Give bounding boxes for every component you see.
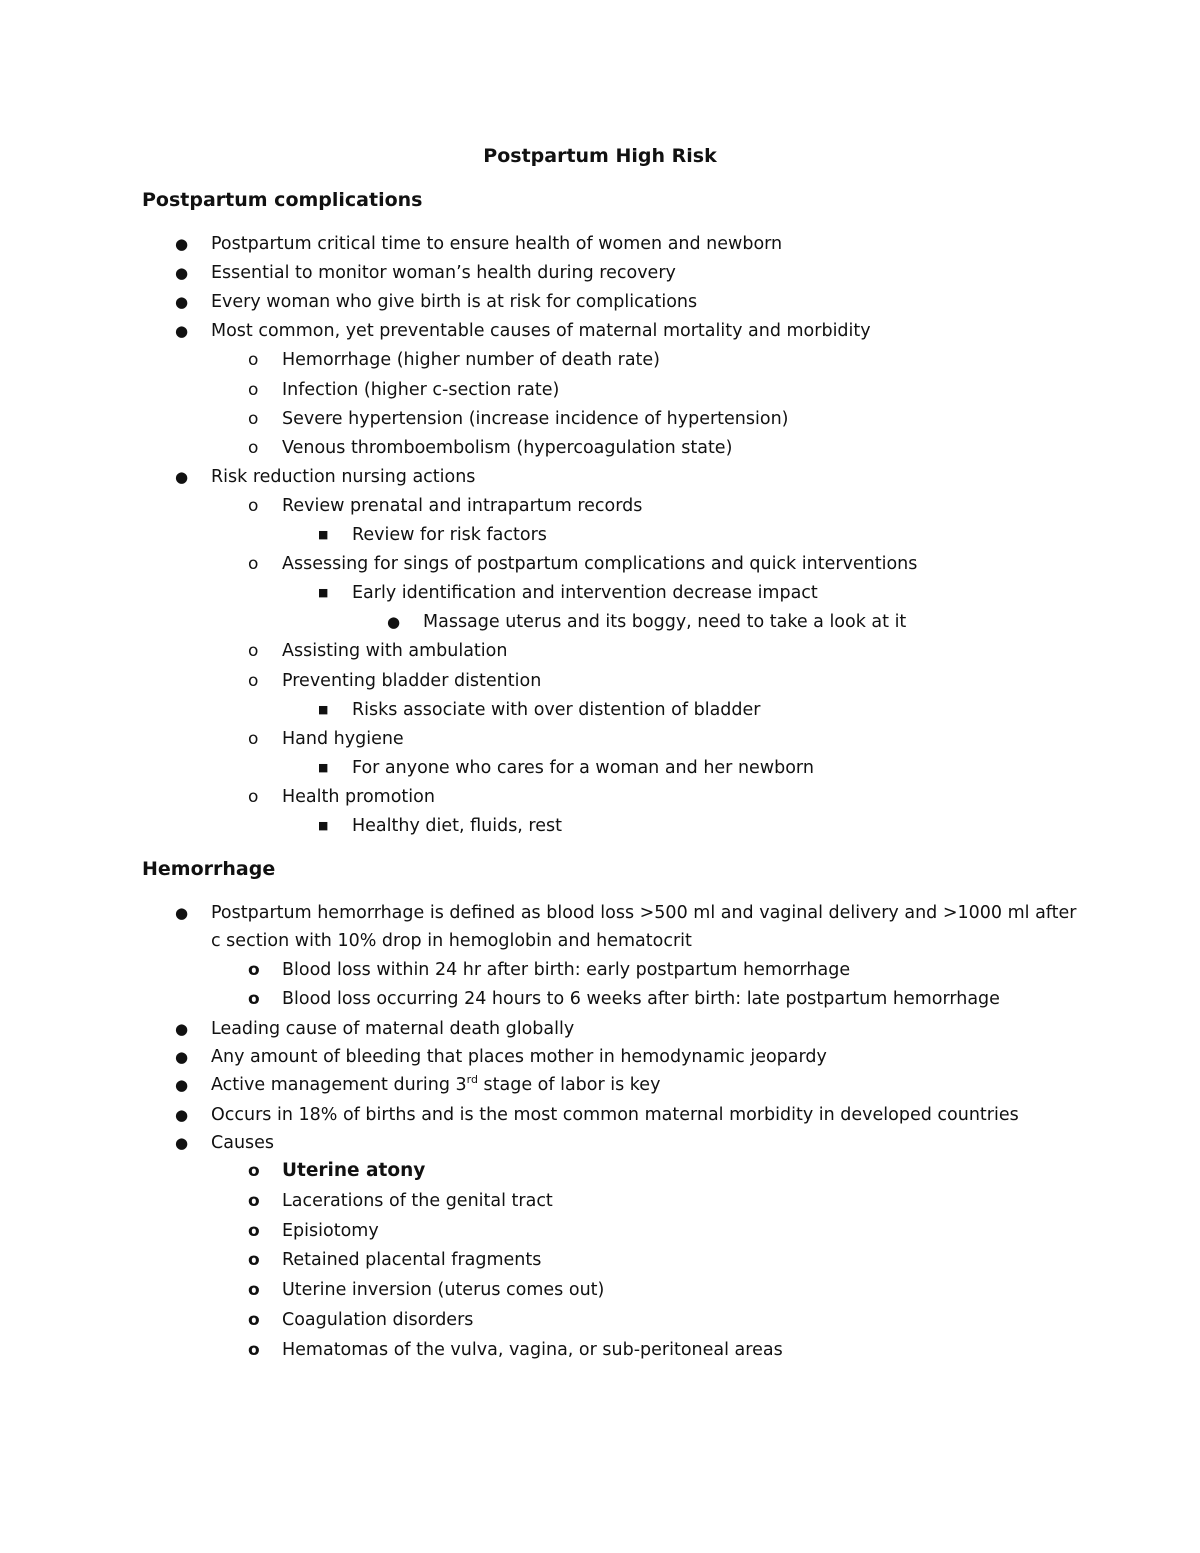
list-item-text: Infection (higher c-section rate) [282, 380, 560, 400]
list-item-text: Massage uterus and its boggy, need to take a look at it [423, 612, 907, 632]
bullet-marker: o [248, 1221, 260, 1241]
bullet-marker: ● [175, 468, 189, 486]
bullet-marker: ● [175, 1020, 189, 1038]
list-item-text: Essential to monitor woman’s health during recovery [211, 263, 676, 283]
bullet-marker: o [248, 1161, 260, 1181]
bullet-marker: o [248, 641, 259, 661]
bullet-marker: o [248, 350, 259, 370]
list-item-text: Venous thromboembolism (hypercoagulation state) [282, 438, 733, 458]
bullet-marker: o [248, 1191, 260, 1211]
bullet-marker: o [248, 496, 259, 516]
bullet-marker: o [248, 1310, 260, 1330]
bullet-marker: ● [387, 613, 401, 631]
list-item-text [211, 1072, 660, 1098]
bullet-marker: ● [175, 322, 189, 340]
bullet-marker: o [248, 671, 259, 691]
list-item-text: Hand hygiene [282, 729, 404, 749]
bullet-marker: ■ [318, 703, 329, 716]
bullet-marker: ● [175, 1134, 189, 1152]
bullet-marker: ● [175, 293, 189, 311]
list-item-text: Every woman who give birth is at risk for complications [211, 292, 698, 312]
list-item-text: Postpartum critical time to ensure health of women and newborn [211, 234, 783, 254]
list-item-text: Assisting with ambulation [282, 641, 508, 661]
cause-item-text: Hematomas of the vulva, vagina, or sub-peritoneal areas [282, 1340, 783, 1360]
bullet-marker: ■ [318, 586, 329, 599]
list-item-text: Causes [211, 1133, 275, 1153]
list-item-text: Leading cause of maternal death globally [211, 1019, 575, 1039]
bullet-marker: o [248, 729, 259, 749]
superscript: rd [466, 1073, 478, 1086]
bullet-marker: ● [175, 264, 189, 282]
cause-item-text: Uterine atony [282, 1160, 426, 1181]
bullet-marker: o [248, 989, 260, 1009]
cause-item-text: Uterine inversion (uterus comes out) [282, 1280, 605, 1300]
list-item-text: Risks associate with over distention of bladder [352, 700, 761, 720]
list-item-text: Review prenatal and intrapartum records [282, 496, 643, 516]
bullet-marker: ■ [318, 761, 329, 774]
list-item-text: Preventing bladder distention [282, 671, 542, 691]
list-item-text: Postpartum hemorrhage is defined as blood loss >500 ml and vaginal delivery and >1000 ml after [211, 903, 1077, 923]
text-fragment: stage of labor is key [477, 1075, 661, 1095]
bullet-marker: o [248, 787, 259, 807]
bullet-marker: o [248, 960, 260, 980]
list-item-text: Healthy diet, fluids, rest [352, 816, 562, 836]
bullet-marker: ● [175, 235, 189, 253]
document-title: Postpartum High Risk [483, 145, 717, 167]
section-heading-complications: Postpartum complications [142, 189, 423, 211]
bullet-marker: ● [175, 1106, 189, 1124]
text-fragment: Active management during 3 [211, 1075, 467, 1095]
list-item-text: Hemorrhage (higher number of death rate) [282, 350, 660, 370]
section-heading-hemorrhage: Hemorrhage [142, 858, 276, 880]
bullet-marker: ● [175, 904, 189, 922]
list-item-text: Any amount of bleeding that places mother in hemodynamic jeopardy [211, 1047, 827, 1067]
bullet-marker: o [248, 1250, 260, 1270]
bullet-marker: o [248, 438, 259, 458]
list-item-text: Assessing for sings of postpartum complications and quick interventions [282, 554, 918, 574]
bullet-marker: ● [175, 1076, 189, 1094]
bullet-marker: ■ [318, 819, 329, 832]
cause-item-text: Coagulation disorders [282, 1310, 474, 1330]
list-item-text-continued: c section with 10% drop in hemoglobin and hematocrit [211, 931, 692, 951]
bullet-marker: o [248, 380, 259, 400]
list-item-text: Review for risk factors [352, 525, 547, 545]
bullet-marker: o [248, 1340, 260, 1360]
cause-item-text: Episiotomy [282, 1221, 379, 1241]
bullet-marker: o [248, 554, 259, 574]
list-item-text: Blood loss within 24 hr after birth: early postpartum hemorrhage [282, 960, 851, 980]
list-item-text: Occurs in 18% of births and is the most common maternal morbidity in developed countries [211, 1105, 1019, 1125]
cause-item-text: Retained placental fragments [282, 1250, 542, 1270]
bullet-marker: o [248, 409, 259, 429]
bullet-marker: ■ [318, 528, 329, 541]
list-item-text: Blood loss occurring 24 hours to 6 weeks after birth: late postpartum hemorrhage [282, 989, 1000, 1009]
bullet-marker: ● [175, 1048, 189, 1066]
list-item-text: Health promotion [282, 787, 435, 807]
list-item-text: For anyone who cares for a woman and her newborn [352, 758, 814, 778]
list-item-text: Severe hypertension (increase incidence of hypertension) [282, 409, 789, 429]
list-item-text: Early identification and intervention decrease impact [352, 583, 818, 603]
list-item-text: Most common, yet preventable causes of maternal mortality and morbidity [211, 321, 871, 341]
list-item-text: Risk reduction nursing actions [211, 467, 476, 487]
bullet-marker: o [248, 1280, 260, 1300]
cause-item-text: Lacerations of the genital tract [282, 1191, 553, 1211]
